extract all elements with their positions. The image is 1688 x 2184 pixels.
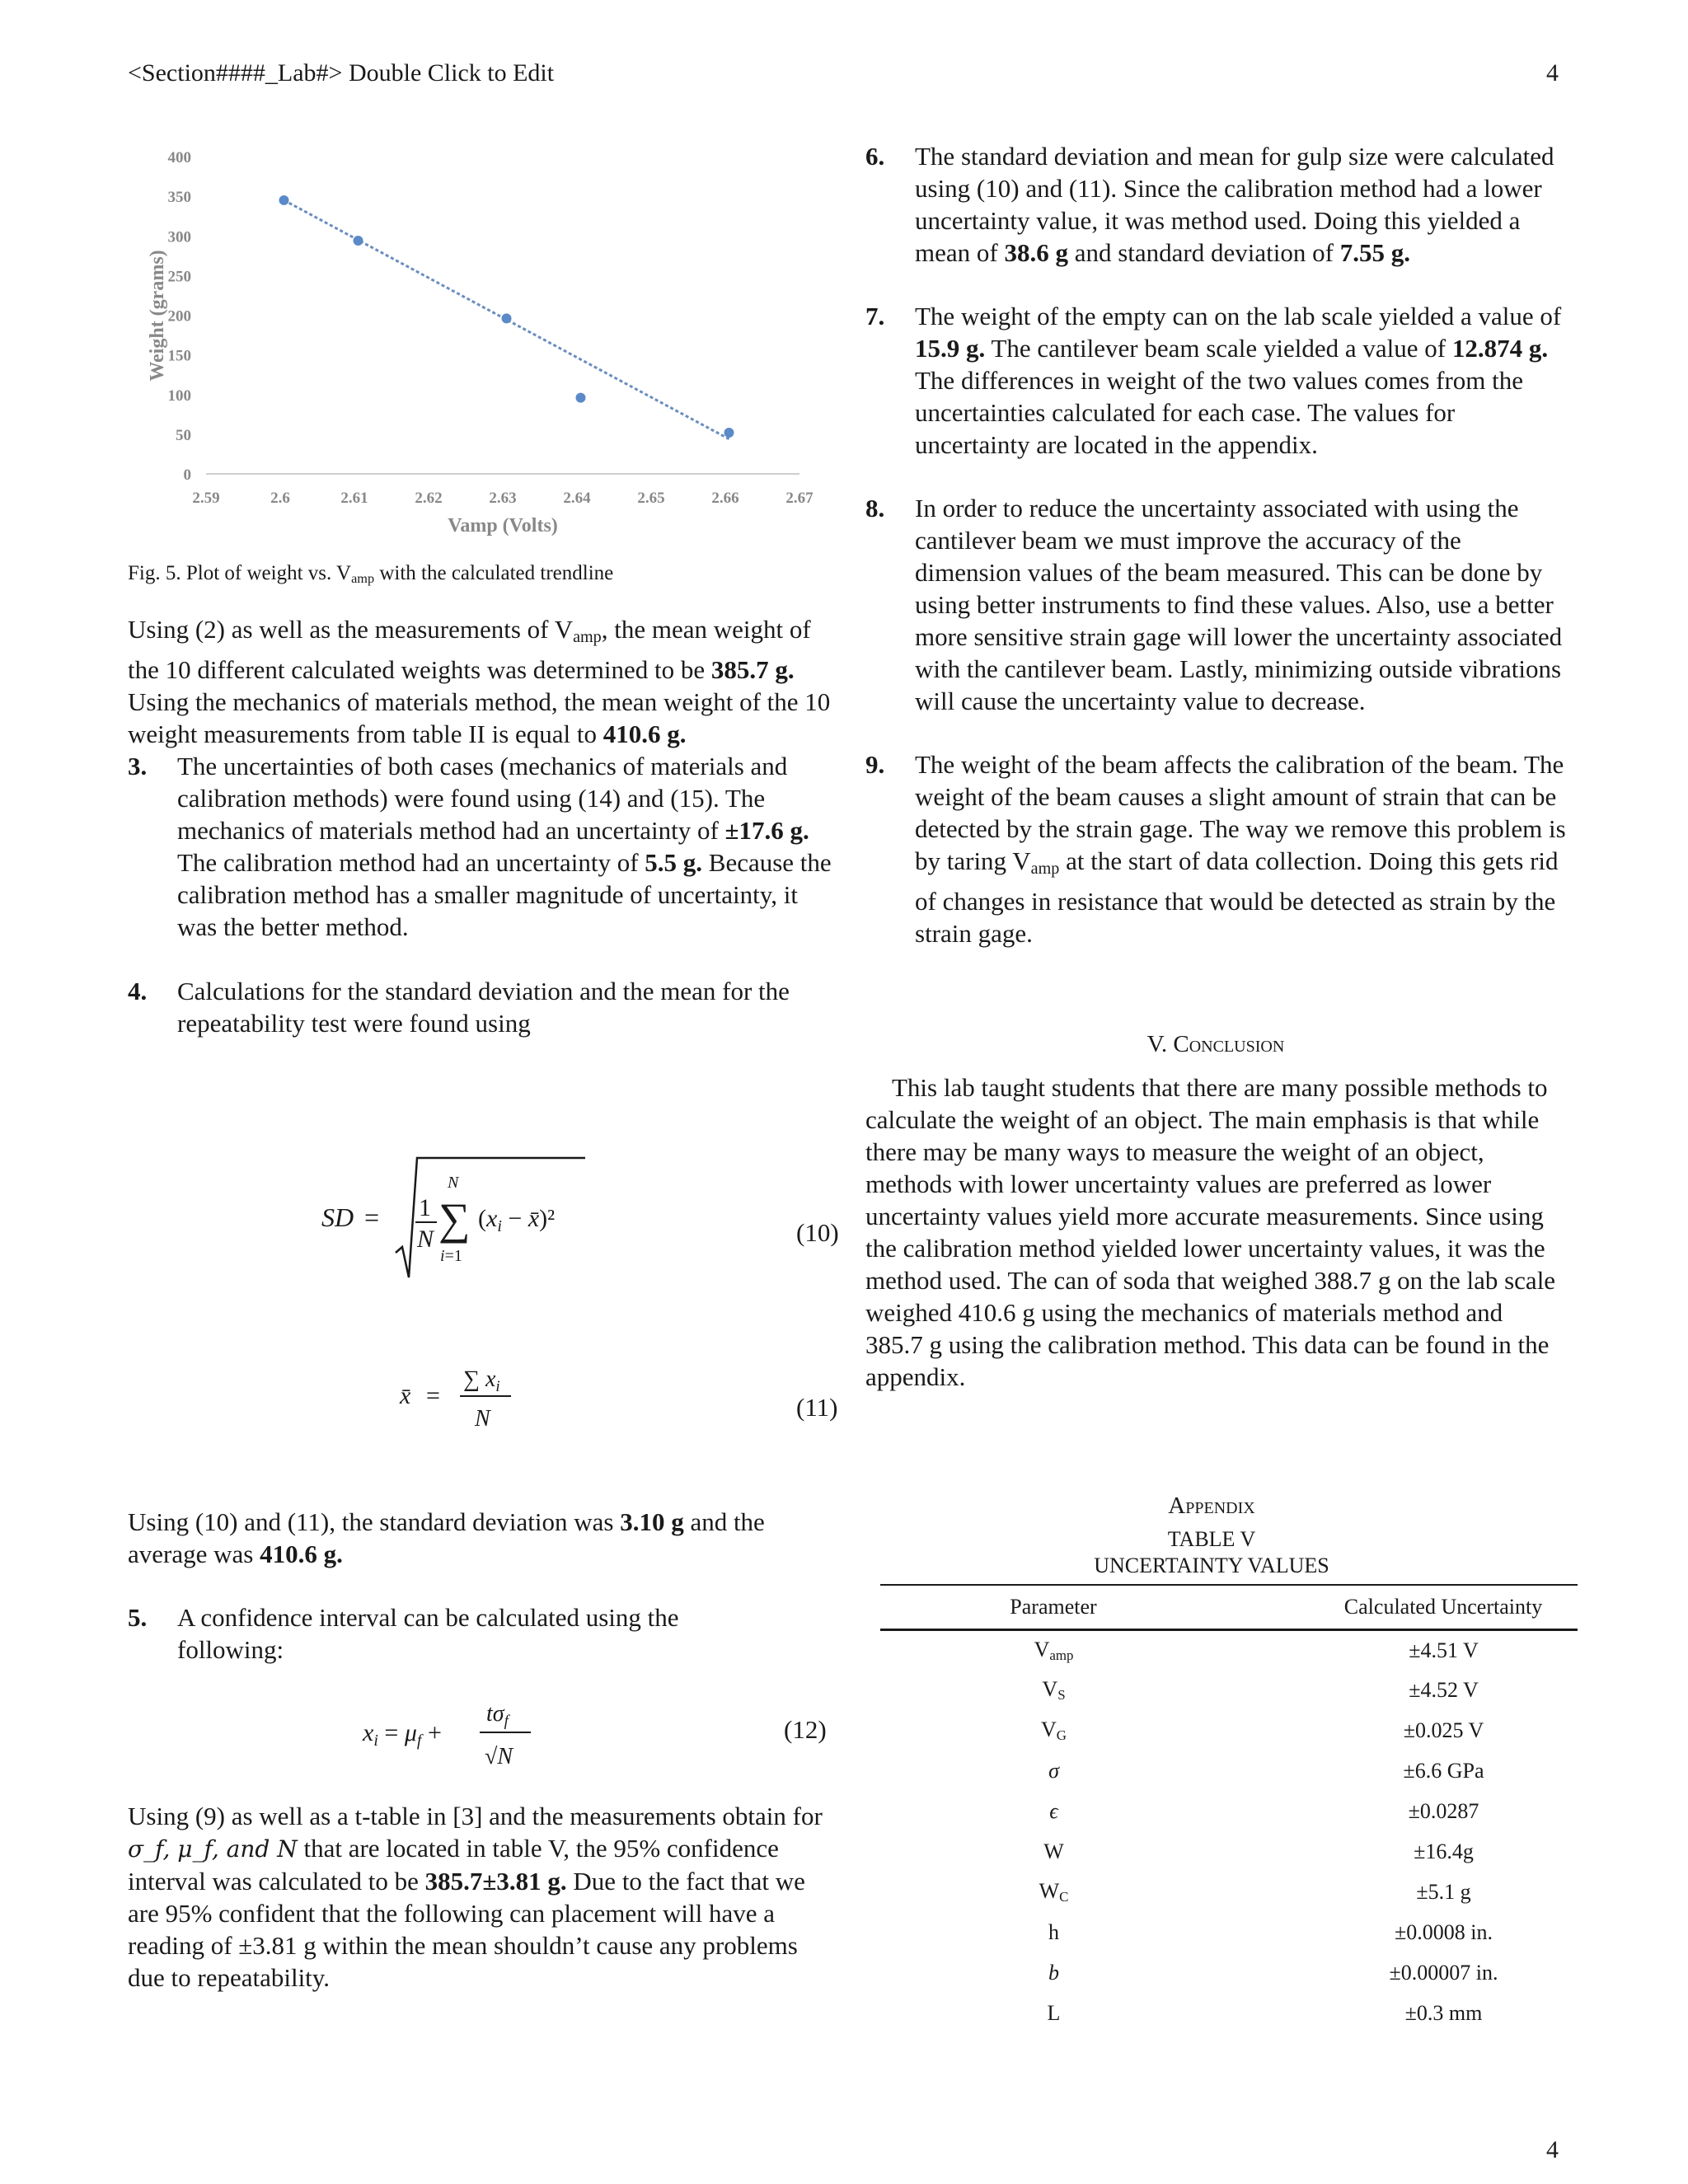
y-tick-label: 150 [167,347,191,365]
table-row [880,1913,1578,1953]
svg-text:(xi − x̄)²: ($x_i$ − x̄)² [478,1205,556,1235]
table-cell-parameter [880,1630,1342,1671]
equation-10 [313,1150,593,1290]
data-point [354,236,363,246]
y-tick-label: 100 [167,387,191,405]
data-point [502,313,512,323]
x-tick-label: 2.64 [563,490,591,507]
list-item-6: 6. The standard deviation and mean for gulp size were calculated using (10) and (11). Since the calibration method had a lower uncertainty value, it was method used. Doing this yielded a mean of 38.6 g and standard deviation of 7.55 g. [865,142,1554,267]
list-item-3: 3. The uncertainties of both cases (mechanics of materials and calibration methods) were found using (14) and (15). The mechanics of materials method had an uncertainty of ±17.6 g. The calibration method had an uncertainty of 5.5 g. Because the calibration method has a smaller magnitude of uncertainty, it was the better method. [128,752,832,942]
x-tick-label: 2.67 [785,490,814,507]
table-cell-parameter [880,1872,1342,1913]
paragraph-std-dev: Using (10) and (11), the standard deviation was 3.10 g and the average was 410.6 g. [128,1507,765,1568]
svg-text:tσf: $t\sigma_f$ [486,1701,509,1730]
svg-text:SD: SD [321,1202,354,1232]
table-cell-uncertainty: ±0.00007 in. [1389,1961,1498,1985]
left-column-top [128,613,837,1039]
equation-10-number: (10) [796,1218,839,1247]
conclusion-heading: V. Conclusion [1146,1031,1285,1057]
data-point [724,428,734,438]
table-row [880,1711,1578,1751]
paragraph-confidence-interval: Using (9) as well as a t-table in [3] and the measurements obtain for σ_f, μ_f, and N that are located in table V, the 95% confidence interval was calculated to be 385.7±3.81 g. Due to the fact that we are 95% confident that the following can placement will have a reading of ±3.81 g within the mean shouldn’t cause any problems due to repeatability. [128,1802,823,1992]
caption-text-end: with the calculated trendline [374,562,614,584]
table-cell-uncertainty: ±6.6 GPa [1403,1759,1484,1783]
table-cell-uncertainty: ±4.51 V [1409,1638,1479,1662]
x-tick-label: 2.59 [192,490,220,507]
table-cell-uncertainty: ±0.0008 in. [1395,1920,1493,1944]
list-item-4: 4. Calculations for the standard deviation and the mean for the repeatability test were found using [128,977,790,1038]
x-tick-label: 2.65 [637,490,665,507]
table-row [880,1953,1578,1994]
table-cell-uncertainty: ±16.4g [1414,1840,1474,1863]
list-item-7: 7. The weight of the empty can on the lab scale yielded a value of 15.9 g. The cantilever beam scale yielded a value of 12.874 g. The differences in weight of the two values comes from the uncertainties calculated for each case. The values for uncertainty are located in the appendix. [865,302,1562,459]
svg-text:i=1: i=1 [440,1247,462,1265]
x-tick-label: 2.63 [489,490,517,507]
equation-11 [387,1352,536,1434]
y-tick-label: 50 [176,426,191,444]
y-tick-label: 0 [183,466,191,484]
caption-text: Fig. 5. Plot of weight vs. V [128,562,352,584]
parameter-symbol: b [1048,1961,1059,1985]
table-cell-parameter [880,1671,1342,1711]
y-axis-label: Weight (grams) [147,250,168,382]
y-tick-label: 250 [167,268,191,286]
table-cell-parameter [880,1832,1342,1872]
x-tick-label: 2.6 [270,490,290,507]
parameter-symbol: W [1039,1878,1060,1903]
table-title: UNCERTAINTY VALUES [1094,1554,1329,1577]
table-cell-parameter [880,1792,1342,1832]
table-cell-uncertainty: ±0.025 V [1403,1718,1484,1742]
parameter-subscript: G [1056,1727,1067,1744]
svg-text:∑ xi: ∑ $x_i$ [463,1366,500,1395]
running-header: <Section####_Lab#> Double Click to Edit [128,59,555,87]
table-cell-uncertainty: ±0.3 mm [1404,2001,1483,2025]
svg-text:=: = [426,1382,440,1409]
svg-text:xi = μf +: $x_i = \mu_f$ + [363,1719,442,1750]
figure-caption [128,557,837,595]
appendix-heading: Appendix [1168,1493,1255,1519]
svg-text:N: N [417,1226,434,1253]
table-row [880,1630,1578,1671]
parameter-symbol: L [1047,2001,1061,2025]
y-tick-label: 200 [167,307,191,326]
list-item-5: 5. A confidence interval can be calculated using the following: [128,1603,679,1664]
svg-text:N: N [448,1174,459,1192]
list-item-8: 8. In order to reduce the uncertainty associated with using the cantilever beam we must improve the accuracy of the dimension values of the beam measured. This can be done by using better instruments to find these values. Also, use a better more sensitive strain gage will lower the uncertainty associated with the cantilever beam. Lastly, minimizing outside vibrations will cause the uncertainty value to decrease. [865,494,1563,715]
x-tick-label: 2.62 [415,490,443,507]
caption-subscript: amp [351,571,375,587]
table-header-parameter: Parameter [1010,1595,1097,1619]
equation-11-number: (11) [796,1393,838,1422]
table-label: TABLE V [1167,1527,1256,1551]
table-header-uncertainty: Calculated Uncertainty [1343,1595,1543,1619]
table-cell-parameter [880,1711,1342,1751]
parameter-symbol: V [1041,1717,1057,1741]
data-point [576,393,586,403]
weight-vs-vamp-chart [140,140,832,544]
conclusion-paragraph: This lab taught students that there are many possible methods to calculate the weight of an object. The main emphasis is that while there may be many ways to measure the weight of an object, methods with lower uncertainty values are preferred as lower uncertainty values yield more accurate measurements. Since using the calibration method yielded lower uncertainty values, it was the method used. The can of soda that weighed 388.7 g on the lab scale weighed 410.6 g using the mechanics of materials method and 385.7 g using the calibration method. This data can be found in the appendix. [865,1073,1556,1391]
parameter-subscript: C [1059,1889,1069,1905]
y-tick-label: 300 [167,228,191,246]
parameter-symbol: σ [1048,1759,1059,1783]
parameter-symbol: V [1034,1637,1050,1661]
table-row [880,1994,1578,2034]
left-column-middle [128,1506,837,1666]
table-cell-uncertainty: ±4.52 V [1409,1678,1479,1702]
equation-12 [354,1681,544,1772]
list-item-9: 9. The weight of the beam affects the calibration of the beam. The weight of the beam causes a slight amount of strain that can be detected by the strain gage. The way we remove this problem is by taring $V_{amp}$ at the start of data collection. Doing this gets rid of changes in resistance that would be detected as strain by the strain gage. [865,750,1566,949]
svg-text:∑: ∑ [438,1194,471,1244]
svg-text:=: = [364,1202,380,1232]
table-cell-parameter [880,1751,1342,1792]
paragraph-mean-weight: Using (2) as well as the measurements of $V_{amp}$, the mean weight of the 10 different calculated weights was determined to be 385.7 g. Using the mechanics of materials method, the mean weight of the 10 weight measurements from table II is equal to 410.6 g. [128,615,831,749]
x-tick-label: 2.61 [340,490,368,507]
svg-text:√N: √N [485,1744,513,1769]
table-row [880,1751,1578,1792]
parameter-symbol: V [1042,1676,1058,1701]
y-tick-label: 350 [167,189,191,207]
parameter-subscript: amp [1049,1647,1074,1663]
footer-page-number: 4 [1546,2136,1559,2163]
parameter-symbol: h [1048,1920,1059,1944]
table-row [880,1872,1578,1913]
parameter-symbol: W [1043,1840,1064,1863]
y-tick-label: 400 [167,149,191,166]
uncertainty-table [880,1584,1578,2034]
svg-text:N: N [475,1406,490,1432]
table-row [880,1792,1578,1832]
table-cell-parameter [880,1913,1342,1953]
parameter-symbol: ϵ [1049,1799,1058,1823]
x-axis-label: Vamp (Volts) [448,515,558,537]
right-column-list [865,140,1566,949]
header-page-number: 4 [1546,59,1559,87]
svg-text:x̄: x̄ [400,1382,411,1409]
table-cell-uncertainty: ±0.0287 [1408,1799,1479,1823]
table-row [880,1832,1578,1872]
svg-text:1: 1 [419,1194,431,1221]
equation-12-number: (12) [784,1715,827,1744]
data-point [279,195,289,205]
table-cell-uncertainty: ±5.1 g [1416,1880,1471,1904]
x-tick-label: 2.66 [711,490,739,507]
inline-math: σ_f, μ_f, and N [128,1835,298,1863]
table-row [880,1671,1578,1711]
parameter-subscript: S [1057,1687,1066,1704]
table-cell-parameter [880,1953,1342,1994]
table-cell-parameter [880,1994,1342,2034]
